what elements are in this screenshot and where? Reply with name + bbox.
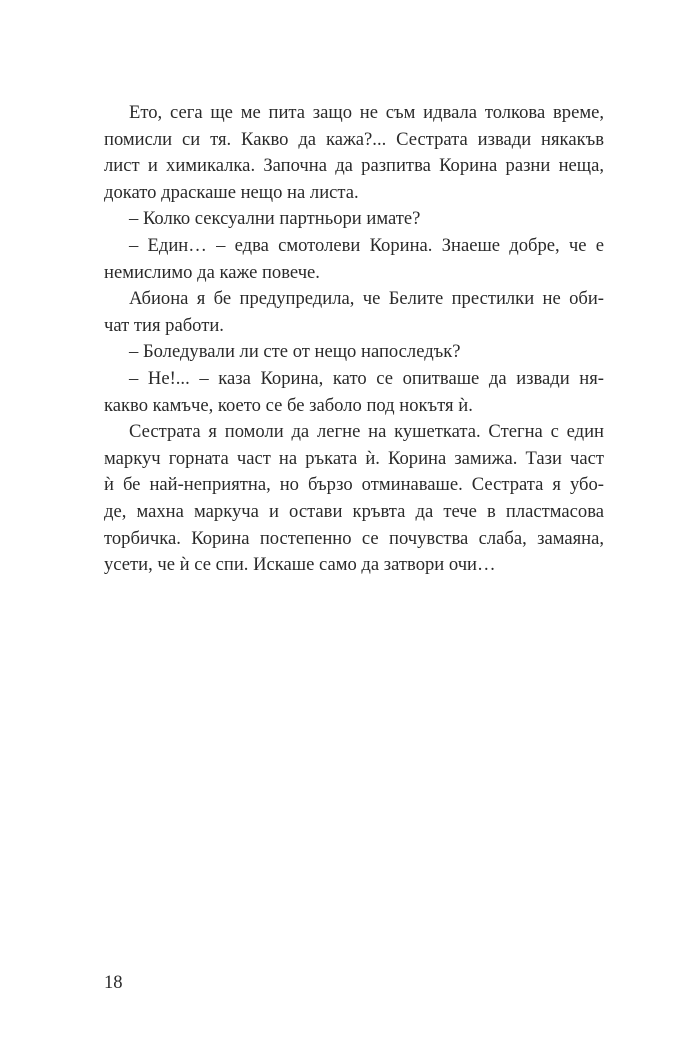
text-line: маркуч горната част на ръката ѝ. Корина замижа. Тази част — [104, 447, 604, 469]
text-line: Ето, сега ще ме пита защо не съм идвала толкова време, — [129, 102, 604, 123]
text-line: докато драскаше нещо на листа. — [104, 181, 359, 203]
text-line: лист и химикалка. Започна да разпитва Корина разни неща, — [104, 155, 604, 177]
text-line: – Боледували ли сте от нещо напоследък? — [129, 341, 461, 363]
text-line: немислимо да каже повече. — [104, 261, 320, 283]
text-line: де, махна маркуча и остави кръвта да тече в пластмасова — [104, 500, 604, 522]
text-line: какво камъче, което се бе заболо под нокътя ѝ. — [104, 394, 473, 416]
text-line: – Колко сексуални партньори имате? — [129, 208, 421, 230]
text-line: Абиона я бе предупредила, че Белите престилки не оби- — [129, 288, 604, 310]
text-line: помисли си тя. Какво да кажа?... Сестрата извади някакъв — [104, 128, 604, 150]
text-line: чат тия работи. — [104, 314, 224, 336]
body-text — [104, 100, 604, 579]
text-line: ѝ бе най-неприятна, но бързо отминаваше. Сестрата я убо- — [104, 474, 604, 496]
page-number: 18 — [104, 972, 123, 993]
text-line: усети, че ѝ се спи. Искаше само да затвори очи… — [104, 554, 496, 576]
text-line: Сестрата я помоли да легне на кушетката. Стегна с един — [129, 421, 604, 443]
text-line: торбичка. Корина постепенно се почувства слаба, замаяна, — [104, 527, 604, 549]
text-line: – Не!... – каза Корина, като се опитваше да извади ня- — [129, 367, 604, 389]
text-line: – Един… – едва смотолеви Корина. Знаеше добре, че е — [129, 234, 604, 256]
